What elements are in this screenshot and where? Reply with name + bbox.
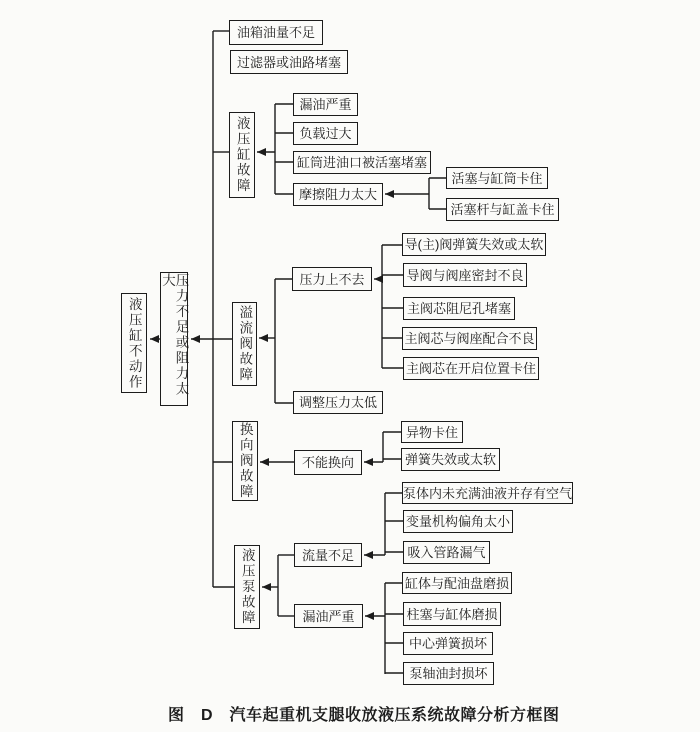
node-main-spool-damping-hole-blocked: 主阀芯阻尼孔堵塞	[403, 297, 515, 320]
node-inlet-blocked-by-piston: 缸筒进油口被活塞堵塞	[293, 151, 431, 174]
node-flow-insufficient: 流量不足	[294, 543, 362, 567]
node-cylinder-not-moving: 液压缸不动作	[121, 293, 147, 393]
node-tank-oil-insufficient: 油箱油量不足	[229, 20, 323, 45]
node-pilot-valve-seal-poor: 导阀与阀座密封不良	[403, 263, 527, 287]
node-relief-valve-fault: 溢流阀故障	[232, 302, 257, 386]
node-pressure-wont-rise: 压力上不去	[292, 267, 372, 291]
node-pilot-main-spring-failed: 导(主)阀弹簧失效或太软	[402, 233, 546, 256]
node-pump-not-filled-air-inside: 泵体内未充满油液并存有空气	[402, 482, 573, 504]
node-piston-rod-stuck-with-cover: 活塞杆与缸盖卡住	[446, 198, 559, 221]
node-foreign-object-stuck: 异物卡住	[401, 421, 463, 443]
node-spring-failed-or-soft: 弹簧失效或太软	[401, 448, 500, 471]
node-overload: 负载过大	[293, 122, 358, 145]
node-pump-shaft-seal-damaged: 泵轴油封损坏	[403, 662, 494, 685]
node-pressure-insufficient-or-resistance: 压力不足或阻力太大	[160, 272, 188, 406]
node-cylinder-fault: 液压缸故障	[229, 112, 255, 198]
node-main-spool-seat-fit-poor: 主阀芯与阀座配合不良	[402, 327, 537, 350]
node-cannot-reverse: 不能换向	[294, 450, 362, 475]
node-pump-oil-leak-severe: 漏油严重	[294, 604, 363, 628]
node-pump-fault: 液压泵故障	[234, 545, 260, 629]
node-cylinder-oil-leak-severe: 漏油严重	[293, 93, 358, 116]
figure-caption: 图 D 汽车起重机支腿收放液压系统故障分析方框图	[168, 707, 560, 724]
node-filter-or-line-blocked: 过滤器或油路堵塞	[230, 50, 348, 74]
node-main-spool-stuck-open: 主阀芯在开启位置卡住	[403, 357, 539, 380]
node-adjusted-pressure-too-low: 调整压力太低	[293, 391, 383, 414]
node-center-spring-damaged: 中心弹簧损坏	[403, 632, 493, 655]
node-cylinder-block-valve-plate-wear: 缸体与配油盘磨损	[402, 572, 512, 594]
node-friction-too-large: 摩擦阻力太大	[293, 183, 383, 206]
node-suction-line-air-leak: 吸入管路漏气	[403, 541, 490, 564]
node-plunger-cylinder-wear: 柱塞与缸体磨损	[403, 602, 501, 626]
node-directional-valve-fault: 换向阀故障	[232, 421, 258, 501]
node-variable-mechanism-angle-small: 变量机构偏角太小	[403, 510, 513, 533]
node-piston-stuck-with-barrel: 活塞与缸筒卡住	[446, 167, 548, 189]
